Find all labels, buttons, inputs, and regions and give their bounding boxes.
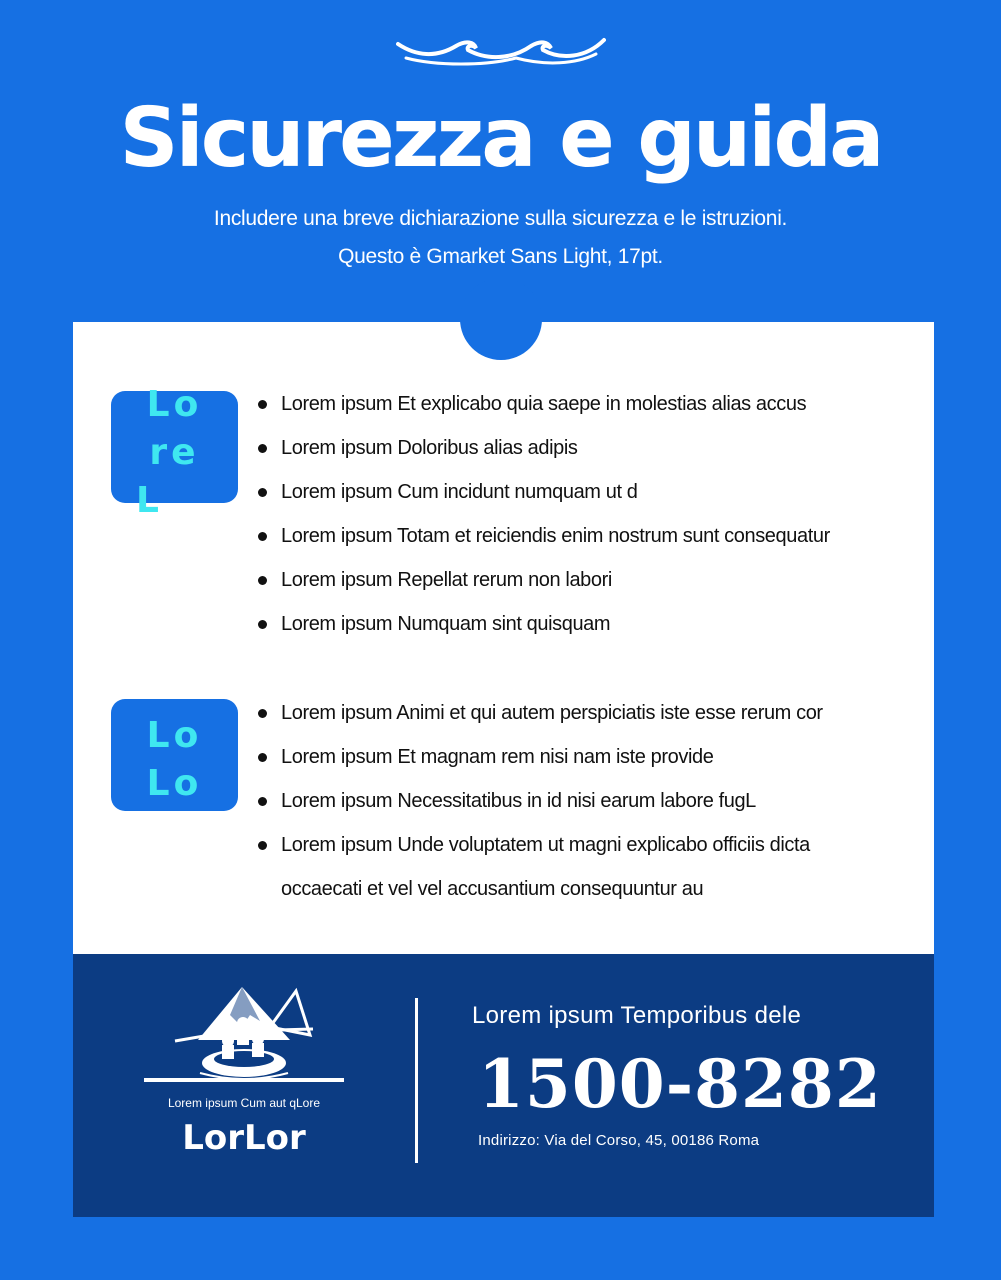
badge-line: Lo — [146, 715, 203, 756]
list-item: Lorem ipsum Et explicabo quia saepe in molestias alias accus — [258, 382, 830, 426]
list-item: Lorem ipsum Repellat rerum non labori — [258, 558, 830, 602]
phone-number[interactable]: 1500-8282 — [478, 1045, 882, 1123]
notch-circle — [460, 278, 542, 360]
footer-divider — [415, 998, 418, 1163]
badge-line: Lo — [146, 384, 203, 425]
page-title: Sicurezza e guida — [119, 91, 882, 186]
page-subtitle — [0, 200, 1001, 276]
guide-list — [258, 691, 823, 867]
section-badge-label — [111, 712, 238, 808]
list-item: Lorem ipsum Doloribus alias adipis — [258, 426, 830, 470]
contact-label: Lorem ipsum Temporibus dele — [472, 1002, 802, 1029]
subtitle-line: Questo è Gmarket Sans Light, 17pt. — [338, 245, 663, 268]
section-badge-label — [111, 381, 238, 525]
safety-list — [258, 382, 830, 646]
logo-tagline: Lorem ipsum Cum aut qLore — [167, 1096, 321, 1110]
list-item: Lorem ipsum Totam et reiciendis enim nostrum sunt consequatur — [258, 514, 830, 558]
subtitle-line: Includere una breve dichiarazione sulla sicurezza e le istruzioni. — [213, 207, 788, 230]
list-item: Lorem ipsum Cum incidunt numquam ut d — [258, 470, 830, 514]
list-item: Lorem ipsum Animi et qui autem perspiciatis iste esse rerum cor — [258, 691, 823, 735]
list-item-continuation: occaecati et vel vel accusantium consequuntur au — [281, 878, 704, 900]
list-item: Lorem ipsum Necessitatibus in id nisi earum labore fugL — [258, 779, 823, 823]
rafting-mountain-logo-icon — [170, 985, 318, 1080]
waves-icon — [396, 36, 606, 66]
list-item: Lorem ipsum Numquam sint quisquam — [258, 602, 830, 646]
address-text: Indirizzo: Via del Corso, 45, 00186 Roma — [478, 1132, 760, 1149]
logo-name: LorLor — [182, 1118, 306, 1158]
list-item: Lorem ipsum Unde voluptatem ut magni explicabo officiis dicta — [258, 823, 823, 867]
logo-underline — [144, 1078, 344, 1082]
badge-line: re — [149, 432, 200, 473]
badge-line: L — [136, 480, 163, 521]
list-item: Lorem ipsum Et magnam rem nisi nam iste provide — [258, 735, 823, 779]
badge-line: Lo — [146, 763, 203, 804]
